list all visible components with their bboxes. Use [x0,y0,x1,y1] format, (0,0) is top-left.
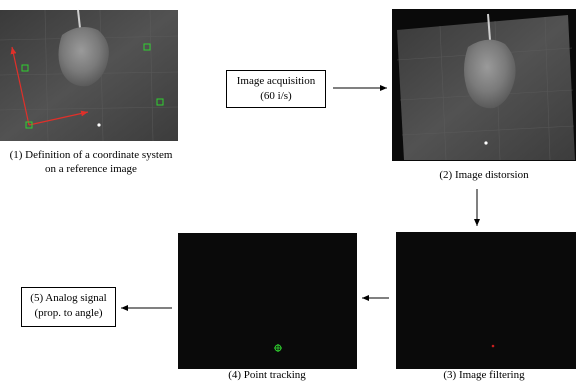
filtered-image [396,232,576,369]
acquisition-box [226,70,326,108]
step4-caption: (4) Point tracking [228,369,306,381]
step3-caption: (3) Image filtering [443,369,525,381]
distorted-image [392,9,576,161]
step1-caption-line1: (1) Definition of a coordinate system [9,149,173,161]
acquisition-line1: Image acquisition [236,75,316,87]
step2-caption: (2) Image distorsion [439,169,529,181]
reference-image [0,10,178,141]
tracked-image [178,233,357,369]
step1-caption-line2: on a reference image [45,163,137,175]
step1-caption [0,148,182,176]
analog-signal-line2: (prop. to angle) [34,307,103,319]
analog-signal-box [21,287,116,327]
acquisition-line2: (60 i/s) [260,90,292,102]
analog-signal-line1: (5) Analog signal [30,292,107,304]
